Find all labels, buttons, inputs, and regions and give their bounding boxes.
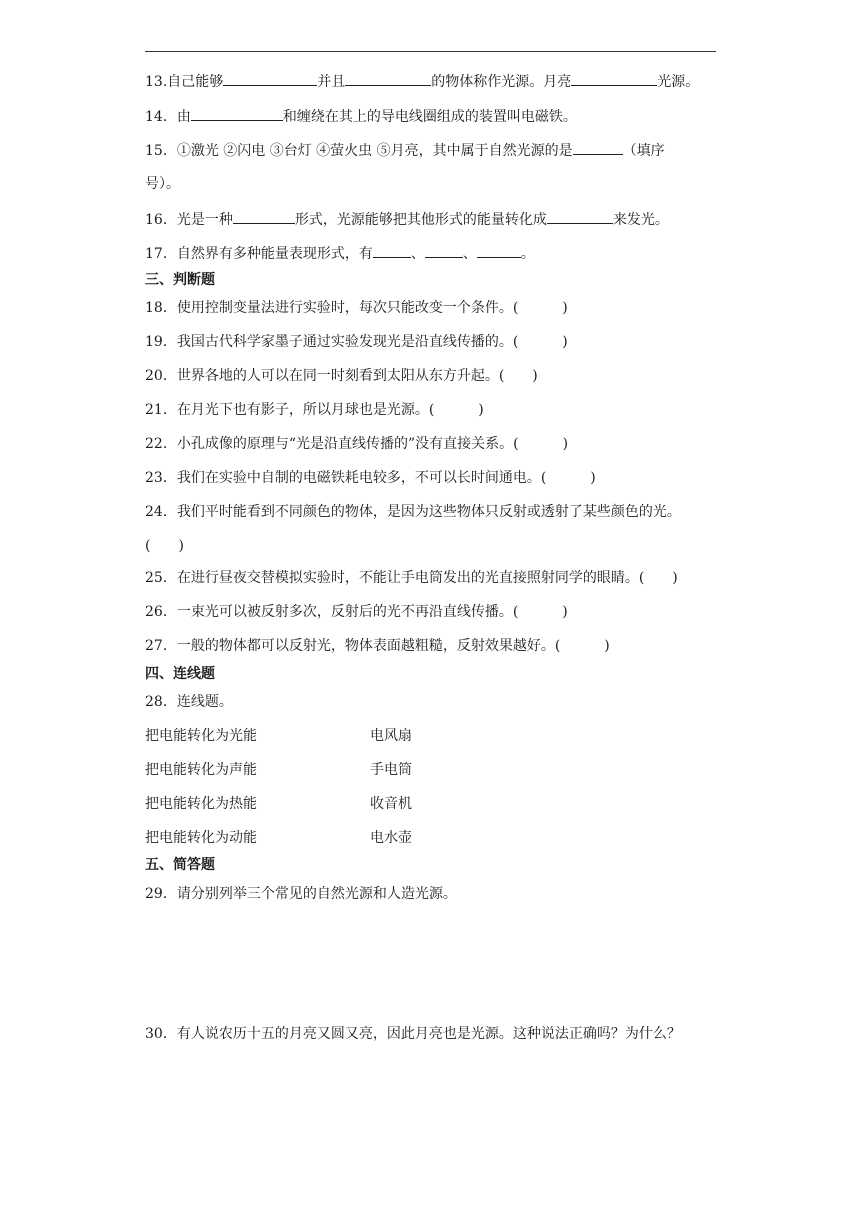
question-30 — [145, 1024, 681, 1044]
question-24 — [145, 502, 681, 522]
match-right-item[interactable]: 收音机 — [370, 796, 412, 812]
question-19 — [145, 332, 568, 352]
question-number: 21． — [145, 402, 177, 418]
question-24-cont — [145, 536, 184, 556]
question-text: 光是一种 — [176, 212, 233, 228]
question-16 — [145, 209, 669, 230]
section-heading-matching: 四、连线题 — [145, 666, 215, 682]
question-text: ①激光 ②闪电 ③台灯 ④萤火虫 ⑤月亮，其中属于自然光源的是 — [176, 143, 573, 159]
question-number: 13. — [145, 74, 168, 90]
question-text: 并且 — [317, 74, 346, 90]
question-text: 号）。 — [145, 176, 180, 192]
match-right-item[interactable]: 电风扇 — [370, 728, 412, 744]
question-text: （填序 — [622, 143, 665, 159]
answer-blank[interactable] — [373, 243, 411, 258]
question-28 — [145, 692, 233, 712]
question-13 — [145, 71, 699, 92]
question-text: 在进行昼夜交替模拟实验时，不能让手电筒发出的光直接照射同学的眼睛。( — [176, 570, 645, 586]
question-26 — [145, 602, 568, 622]
question-number: 28． — [145, 694, 177, 710]
paren-open: ( — [145, 538, 151, 554]
question-number: 22． — [145, 436, 177, 452]
question-number: 18． — [145, 300, 177, 316]
question-29 — [145, 884, 457, 904]
question-text: 的物体称作光源。月亮 — [431, 74, 572, 90]
answer-blank[interactable] — [233, 209, 295, 224]
answer-blank[interactable] — [345, 71, 431, 86]
answer-blank[interactable] — [191, 106, 283, 121]
answer-blank[interactable] — [425, 243, 463, 258]
question-number: 25． — [145, 570, 177, 586]
question-text: 请分别列举三个常见的自然光源和人造光源。 — [176, 886, 457, 902]
question-text: 我国古代科学家墨子通过实验发现光是沿直线传播的。( — [176, 334, 519, 350]
question-text: 自然界有多种能量表现形式，有 — [176, 246, 373, 262]
answer-blank[interactable] — [547, 209, 613, 224]
question-text: 我们在实验中自制的电磁铁耗电较多，不可以长时间通电。( — [176, 470, 547, 486]
question-number: 20． — [145, 368, 177, 384]
paren-close: ) — [478, 402, 484, 418]
question-text: 小孔成像的原理与“光是沿直线传播的”没有直接关系。( — [176, 436, 519, 452]
question-text: 光源。 — [657, 74, 700, 90]
question-text: 一束光可以被反射多次，反射后的光不再沿直线传播。( — [176, 604, 519, 620]
answer-blank[interactable] — [223, 71, 317, 86]
paren-close: ) — [672, 570, 678, 586]
question-text: 连线题。 — [176, 694, 233, 710]
question-text: 一般的物体都可以反射光，物体表面越粗糙，反射效果越好。( — [176, 638, 561, 654]
paren-close: ) — [562, 436, 569, 452]
question-22 — [145, 434, 568, 454]
question-15-cont — [145, 174, 180, 194]
match-left-item[interactable]: 把电能转化为热能 — [145, 796, 257, 812]
question-23 — [145, 468, 596, 488]
separator: 。 — [520, 246, 535, 262]
paren-close: ) — [590, 470, 596, 486]
question-text: 在月光下也有影子，所以月球也是光源。( — [176, 402, 435, 418]
paren-close: ) — [604, 638, 610, 654]
match-left-item[interactable]: 把电能转化为动能 — [145, 830, 257, 846]
question-number: 24． — [145, 504, 177, 520]
question-number: 16． — [145, 212, 177, 228]
question-number: 26． — [145, 604, 177, 620]
question-number: 23． — [145, 470, 177, 486]
question-20 — [145, 366, 538, 386]
answer-blank[interactable] — [477, 243, 521, 258]
question-number: 19． — [145, 334, 177, 350]
question-number: 15． — [145, 143, 177, 159]
answer-blank[interactable] — [573, 140, 623, 155]
question-text: 形式，光源能够把其他形式的能量转化成 — [294, 212, 547, 228]
paren-close: ) — [562, 300, 568, 316]
section-heading-short-answer: 五、简答题 — [145, 857, 215, 873]
question-text: 使用控制变量法进行实验时，每次只能改变一个条件。( — [176, 300, 519, 316]
paren-close: ) — [178, 538, 184, 554]
question-21 — [145, 400, 484, 420]
question-number: 30． — [145, 1026, 177, 1042]
question-number: 14． — [145, 109, 177, 125]
question-number: 27． — [145, 638, 177, 654]
answer-blank[interactable] — [571, 71, 657, 86]
paren-close: ) — [562, 334, 568, 350]
match-left-item[interactable]: 把电能转化为声能 — [145, 762, 257, 778]
question-text: 我们平时能看到不同颜色的物体，是因为这些物体只反射或透射了某些颜色的光。 — [176, 504, 681, 520]
question-27 — [145, 636, 610, 656]
match-right-item[interactable]: 手电筒 — [370, 762, 412, 778]
question-25 — [145, 568, 678, 588]
question-14 — [145, 106, 577, 127]
match-left-item[interactable]: 把电能转化为光能 — [145, 728, 257, 744]
question-15 — [145, 140, 665, 161]
question-18 — [145, 298, 568, 318]
separator: 、 — [410, 246, 425, 262]
question-text: 有人说农历十五的月亮又圆又亮，因此月亮也是光源。这种说法正确吗？为什么？ — [176, 1026, 681, 1042]
question-17 — [145, 243, 535, 264]
question-text: 和缠绕在其上的导电线圈组成的装置叫电磁铁。 — [282, 109, 577, 125]
question-text: 由 — [176, 109, 191, 125]
question-text: 来发光。 — [612, 212, 669, 228]
header-rule — [145, 51, 716, 52]
match-right-item[interactable]: 电水壶 — [370, 830, 412, 846]
question-number: 17． — [145, 246, 177, 262]
section-heading-judgement: 三、判断题 — [145, 272, 215, 288]
question-number: 29． — [145, 886, 177, 902]
question-text: 自己能够 — [167, 74, 224, 90]
paren-close: ) — [562, 604, 568, 620]
question-text: 世界各地的人可以在同一时刻看到太阳从东方升起。( — [176, 368, 505, 384]
paren-close: ) — [532, 368, 538, 384]
separator: 、 — [462, 246, 477, 262]
